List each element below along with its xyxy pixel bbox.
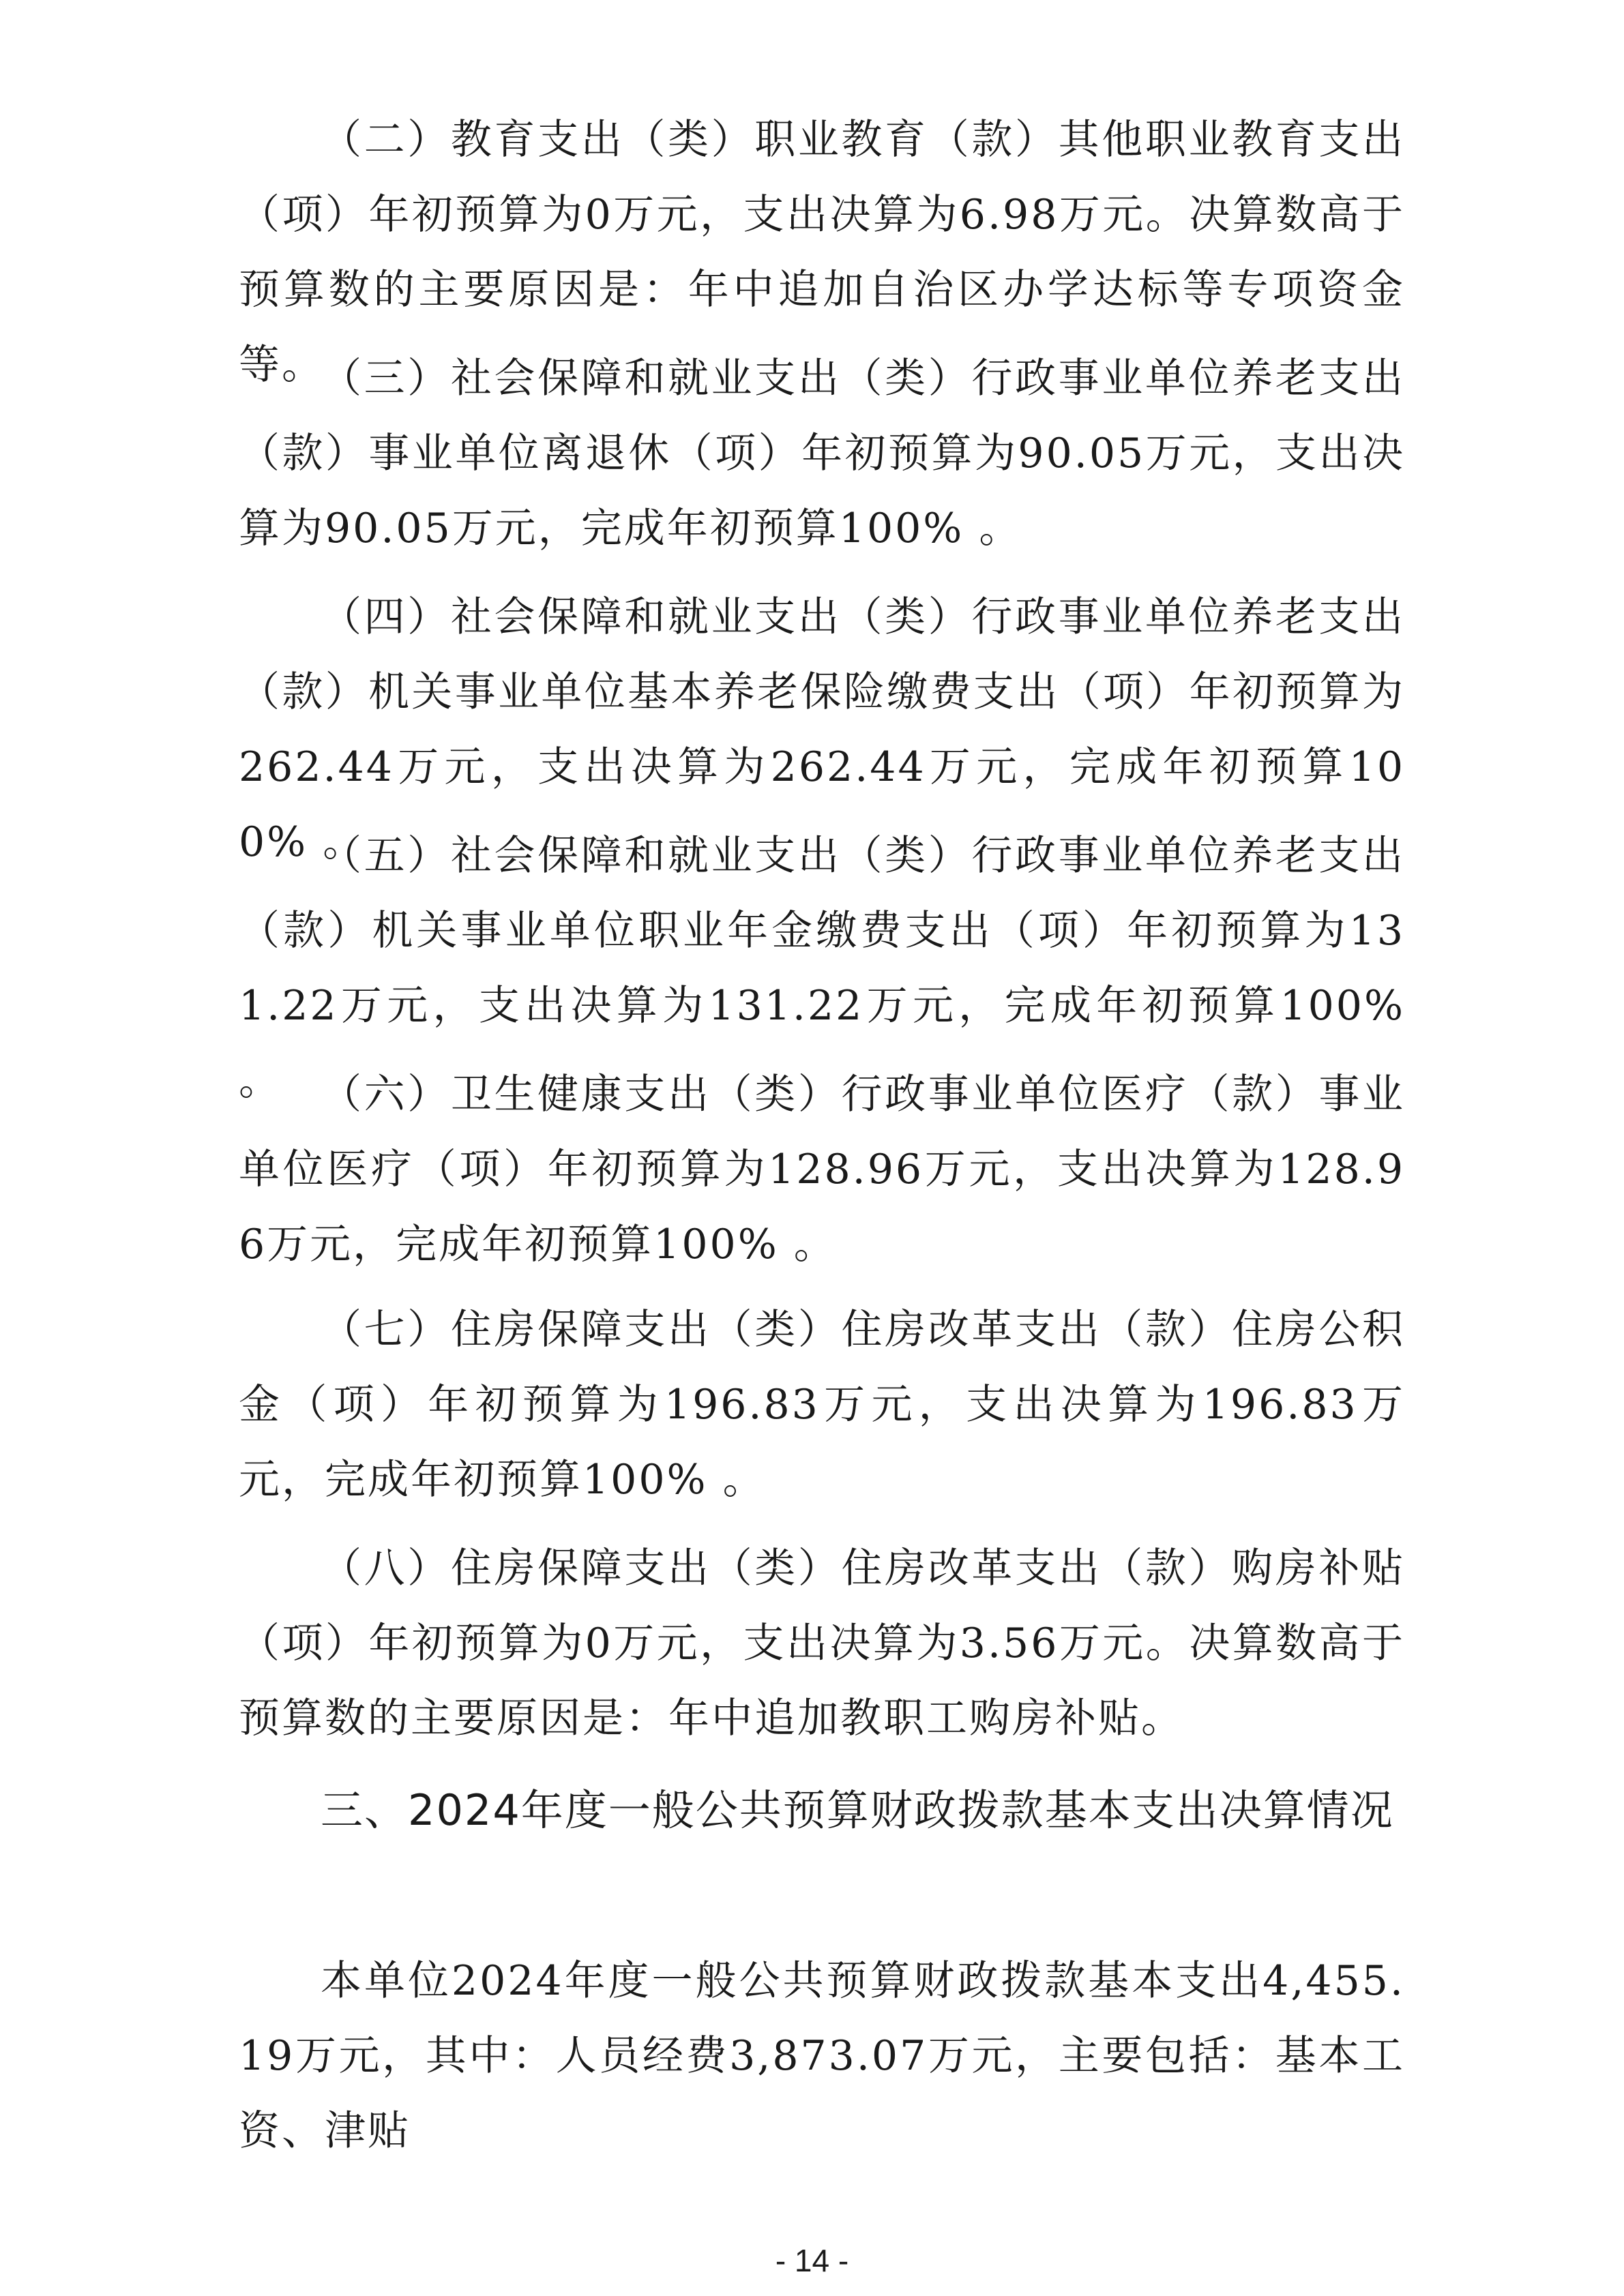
paragraph-housing-fund: （七）住房保障支出（类）住房改革支出（款）住房公积金（项）年初预算为196.83万元，支出决算为196.83万元，完成年初预算100% 。 (239, 1306, 1405, 1504)
paragraph-pension-insurance: （四）社会保障和就业支出（类）行政事业单位养老支出（款）机关事业单位基本养老保险缴费支出（项）年初预算为262.44万元，支出决算为262.44万元，完成年初预算100% 。 (239, 593, 1405, 866)
paragraph-basic-expenditure: 本单位2024年度一般公共预算财政拨款基本支出4,455.19万元，其中：人员经费3,873.07万元，主要包括：基本工资、津贴 (239, 1957, 1405, 2155)
paragraph-vocational-education: （二）教育支出（类）职业教育（款）其他职业教育支出（项）年初预算为0万元，支出决算为6.98万元。决算数高于预算数的主要原因是：年中追加自治区办学达标等专项资金等。 (239, 116, 1405, 389)
section-heading: 三、2024年度一般公共预算财政拨款基本支出决算情况 (321, 1785, 1394, 1835)
paragraph-occupational-annuity: （五）社会保障和就业支出（类）行政事业单位养老支出（款）机关事业单位职业年金缴费支出（项）年初预算为131.22万元，支出决算为131.22万元，完成年初预算100% 。 (239, 832, 1405, 1105)
paragraph-medical: （六）卫生健康支出（类）行政事业单位医疗（款）事业单位医疗（项）年初预算为128.96万元，支出决算为128.96万元，完成年初预算100% 。 (239, 1071, 1405, 1268)
paragraph-housing-subsidy: （八）住房保障支出（类）住房改革支出（款）购房补贴（项）年初预算为0万元，支出决算为3.56万元。决算数高于预算数的主要原因是：年中追加教职工购房补贴。 (239, 1545, 1405, 1742)
page-number: - 14 - (775, 2243, 849, 2278)
paragraph-retirement: （三）社会保障和就业支出（类）行政事业单位养老支出（款）事业单位离退休（项）年初预算为90.05万元，支出决算为90.05万元，完成年初预算100% 。 (239, 355, 1405, 552)
